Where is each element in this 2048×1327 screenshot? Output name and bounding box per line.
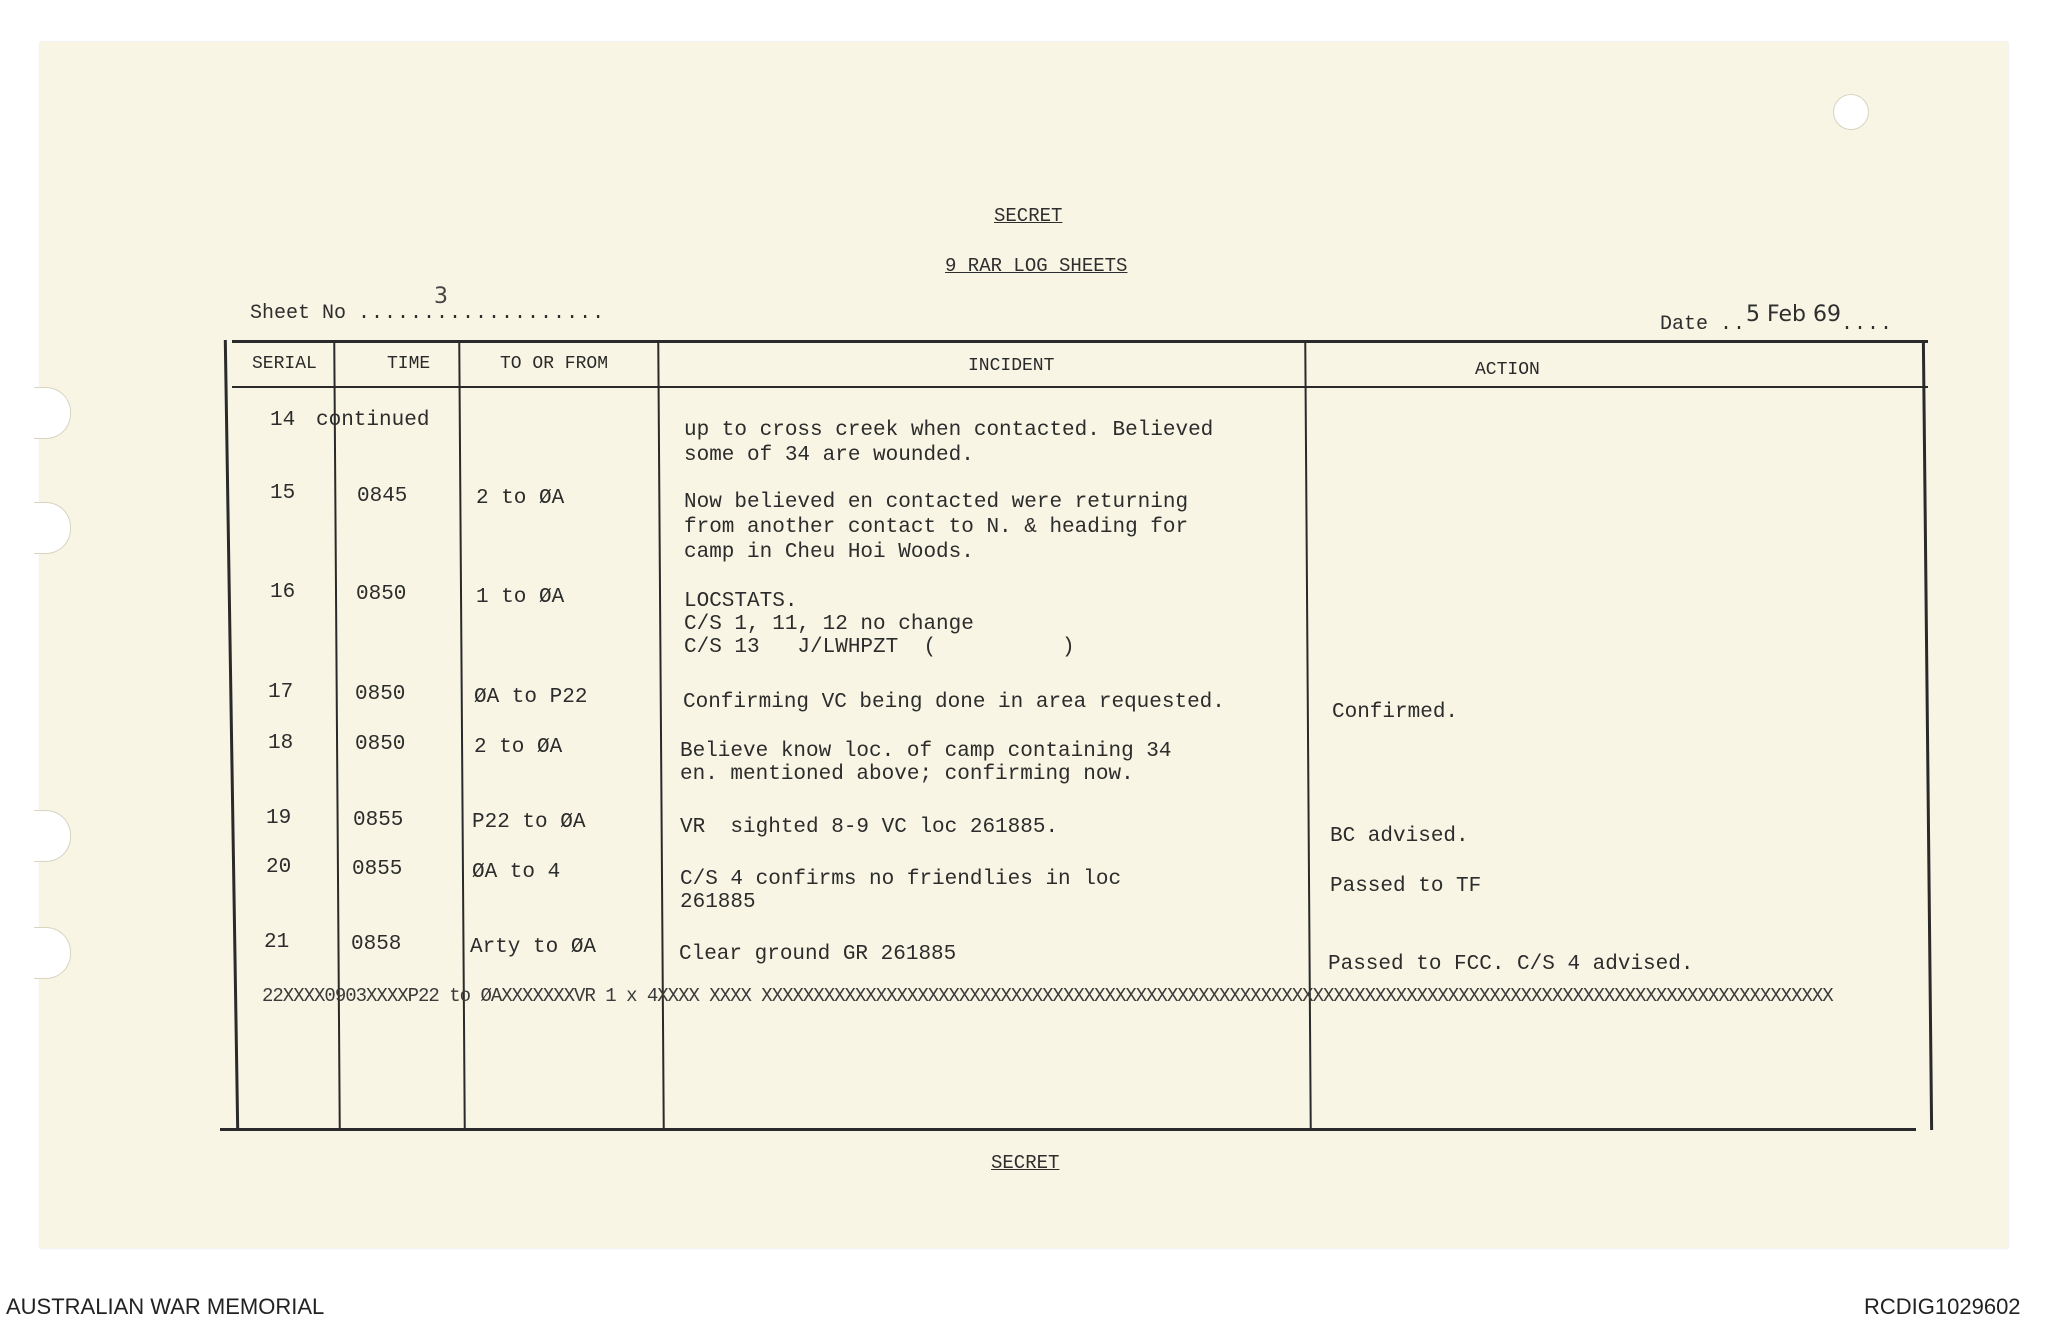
incident-cell: C/S 4 confirms no friendlies in loc 261885 xyxy=(680,868,1122,914)
header-serial: SERIAL xyxy=(252,354,317,374)
action-cell: Passed to TF xyxy=(1330,875,1482,898)
struck-out-row: 22XXXX0903XXXXP22 to ØAXXXXXXXVR 1 x 4XXXX XXXX XXXXXXXXXXXXXXXXXXXXXXXXXXXXXXXXXXXXXXXXXXXXXXXXXXXXXXXXXXXXXXXXXXXXXXXXXXXXXXXXXXXXXXXXXXXXXXXXXXXXXXX xyxy=(262,985,1833,1007)
to-from-cell: Arty to ØA xyxy=(470,936,597,959)
classification-top: SECRET xyxy=(994,205,1063,227)
header-to-or-from: TO OR FROM xyxy=(500,354,609,374)
archive-name: AUSTRALIAN WAR MEMORIAL xyxy=(6,1294,325,1319)
date-dots-after: .... xyxy=(1840,313,1893,336)
binder-hole-3 xyxy=(34,810,71,862)
sheet-label: Sheet No xyxy=(250,302,347,325)
document-title: 9 RAR LOG SHEETS xyxy=(945,255,1128,277)
table-top-border xyxy=(232,340,1928,343)
to-from-cell: P22 to ØA xyxy=(472,811,586,834)
to-from-cell: 1 to ØA xyxy=(476,586,565,609)
incident-cell: Clear ground GR 261885 xyxy=(679,943,957,966)
incident-cell: up to cross creek when contacted. Believed some of 34 are wounded. xyxy=(684,419,1214,467)
header-action: ACTION xyxy=(1475,360,1540,380)
serial-cell: 21 xyxy=(264,931,290,954)
sheet-dots: ................... xyxy=(358,302,606,325)
incident-cell: VR sighted 8-9 VC loc 261885. xyxy=(680,816,1059,839)
to-from-cell: ØA to P22 xyxy=(474,686,588,709)
time-cell: continued xyxy=(316,409,430,432)
classification-bottom: SECRET xyxy=(991,1152,1060,1174)
binder-hole-4 xyxy=(34,927,71,979)
to-from-cell: 2 to ØA xyxy=(474,736,563,759)
header-bottom-border xyxy=(232,386,1928,388)
sheet-number-value: 3 xyxy=(434,284,448,309)
time-cell: 0845 xyxy=(357,485,408,508)
punch-hole-top-right xyxy=(1833,94,1869,130)
sheet-number-field xyxy=(250,302,605,325)
to-from-cell: 2 to ØA xyxy=(476,487,565,510)
date-field xyxy=(1660,302,1893,336)
binder-hole-1 xyxy=(34,387,71,439)
serial-cell: 18 xyxy=(268,732,294,755)
incident-cell: Now believed en contacted were returning from another contact to N. & heading for camp in Cheu Hoi Woods. xyxy=(684,491,1189,564)
serial-cell: 14 xyxy=(270,409,296,432)
date-value: 5 Feb 69 xyxy=(1746,302,1841,327)
time-cell: 0855 xyxy=(353,809,404,832)
header-time: TIME xyxy=(387,354,431,374)
time-cell: 0850 xyxy=(355,683,406,706)
date-label: Date xyxy=(1660,313,1709,336)
serial-cell: 15 xyxy=(270,482,296,505)
time-cell: 0850 xyxy=(355,733,406,756)
table-bottom-border xyxy=(220,1128,1916,1131)
date-dots-before: .. xyxy=(1720,313,1747,336)
time-cell: 0858 xyxy=(351,933,402,956)
action-cell: BC advised. xyxy=(1330,825,1469,848)
action-cell: Confirmed. xyxy=(1332,701,1459,724)
to-from-cell: ØA to 4 xyxy=(472,861,561,884)
serial-cell: 16 xyxy=(270,581,296,604)
serial-cell: 20 xyxy=(266,856,292,879)
header-incident: INCIDENT xyxy=(968,356,1055,376)
action-cell: Passed to FCC. C/S 4 advised. xyxy=(1328,953,1694,976)
serial-cell: 17 xyxy=(268,681,294,704)
archive-item-id: RCDIG1029602 xyxy=(1864,1294,2021,1319)
incident-cell: Believe know loc. of camp containing 34 en. mentioned above; confirming now. xyxy=(680,740,1172,786)
time-cell: 0850 xyxy=(356,583,407,606)
incident-cell: LOCSTATS. C/S 1, 11, 12 no change C/S 13 J/LWHPZT ( ) xyxy=(684,590,1075,659)
time-cell: 0855 xyxy=(352,858,403,881)
incident-cell: Confirming VC being done in area requested. xyxy=(683,691,1225,714)
serial-cell: 19 xyxy=(266,807,292,830)
binder-hole-2 xyxy=(34,502,71,554)
